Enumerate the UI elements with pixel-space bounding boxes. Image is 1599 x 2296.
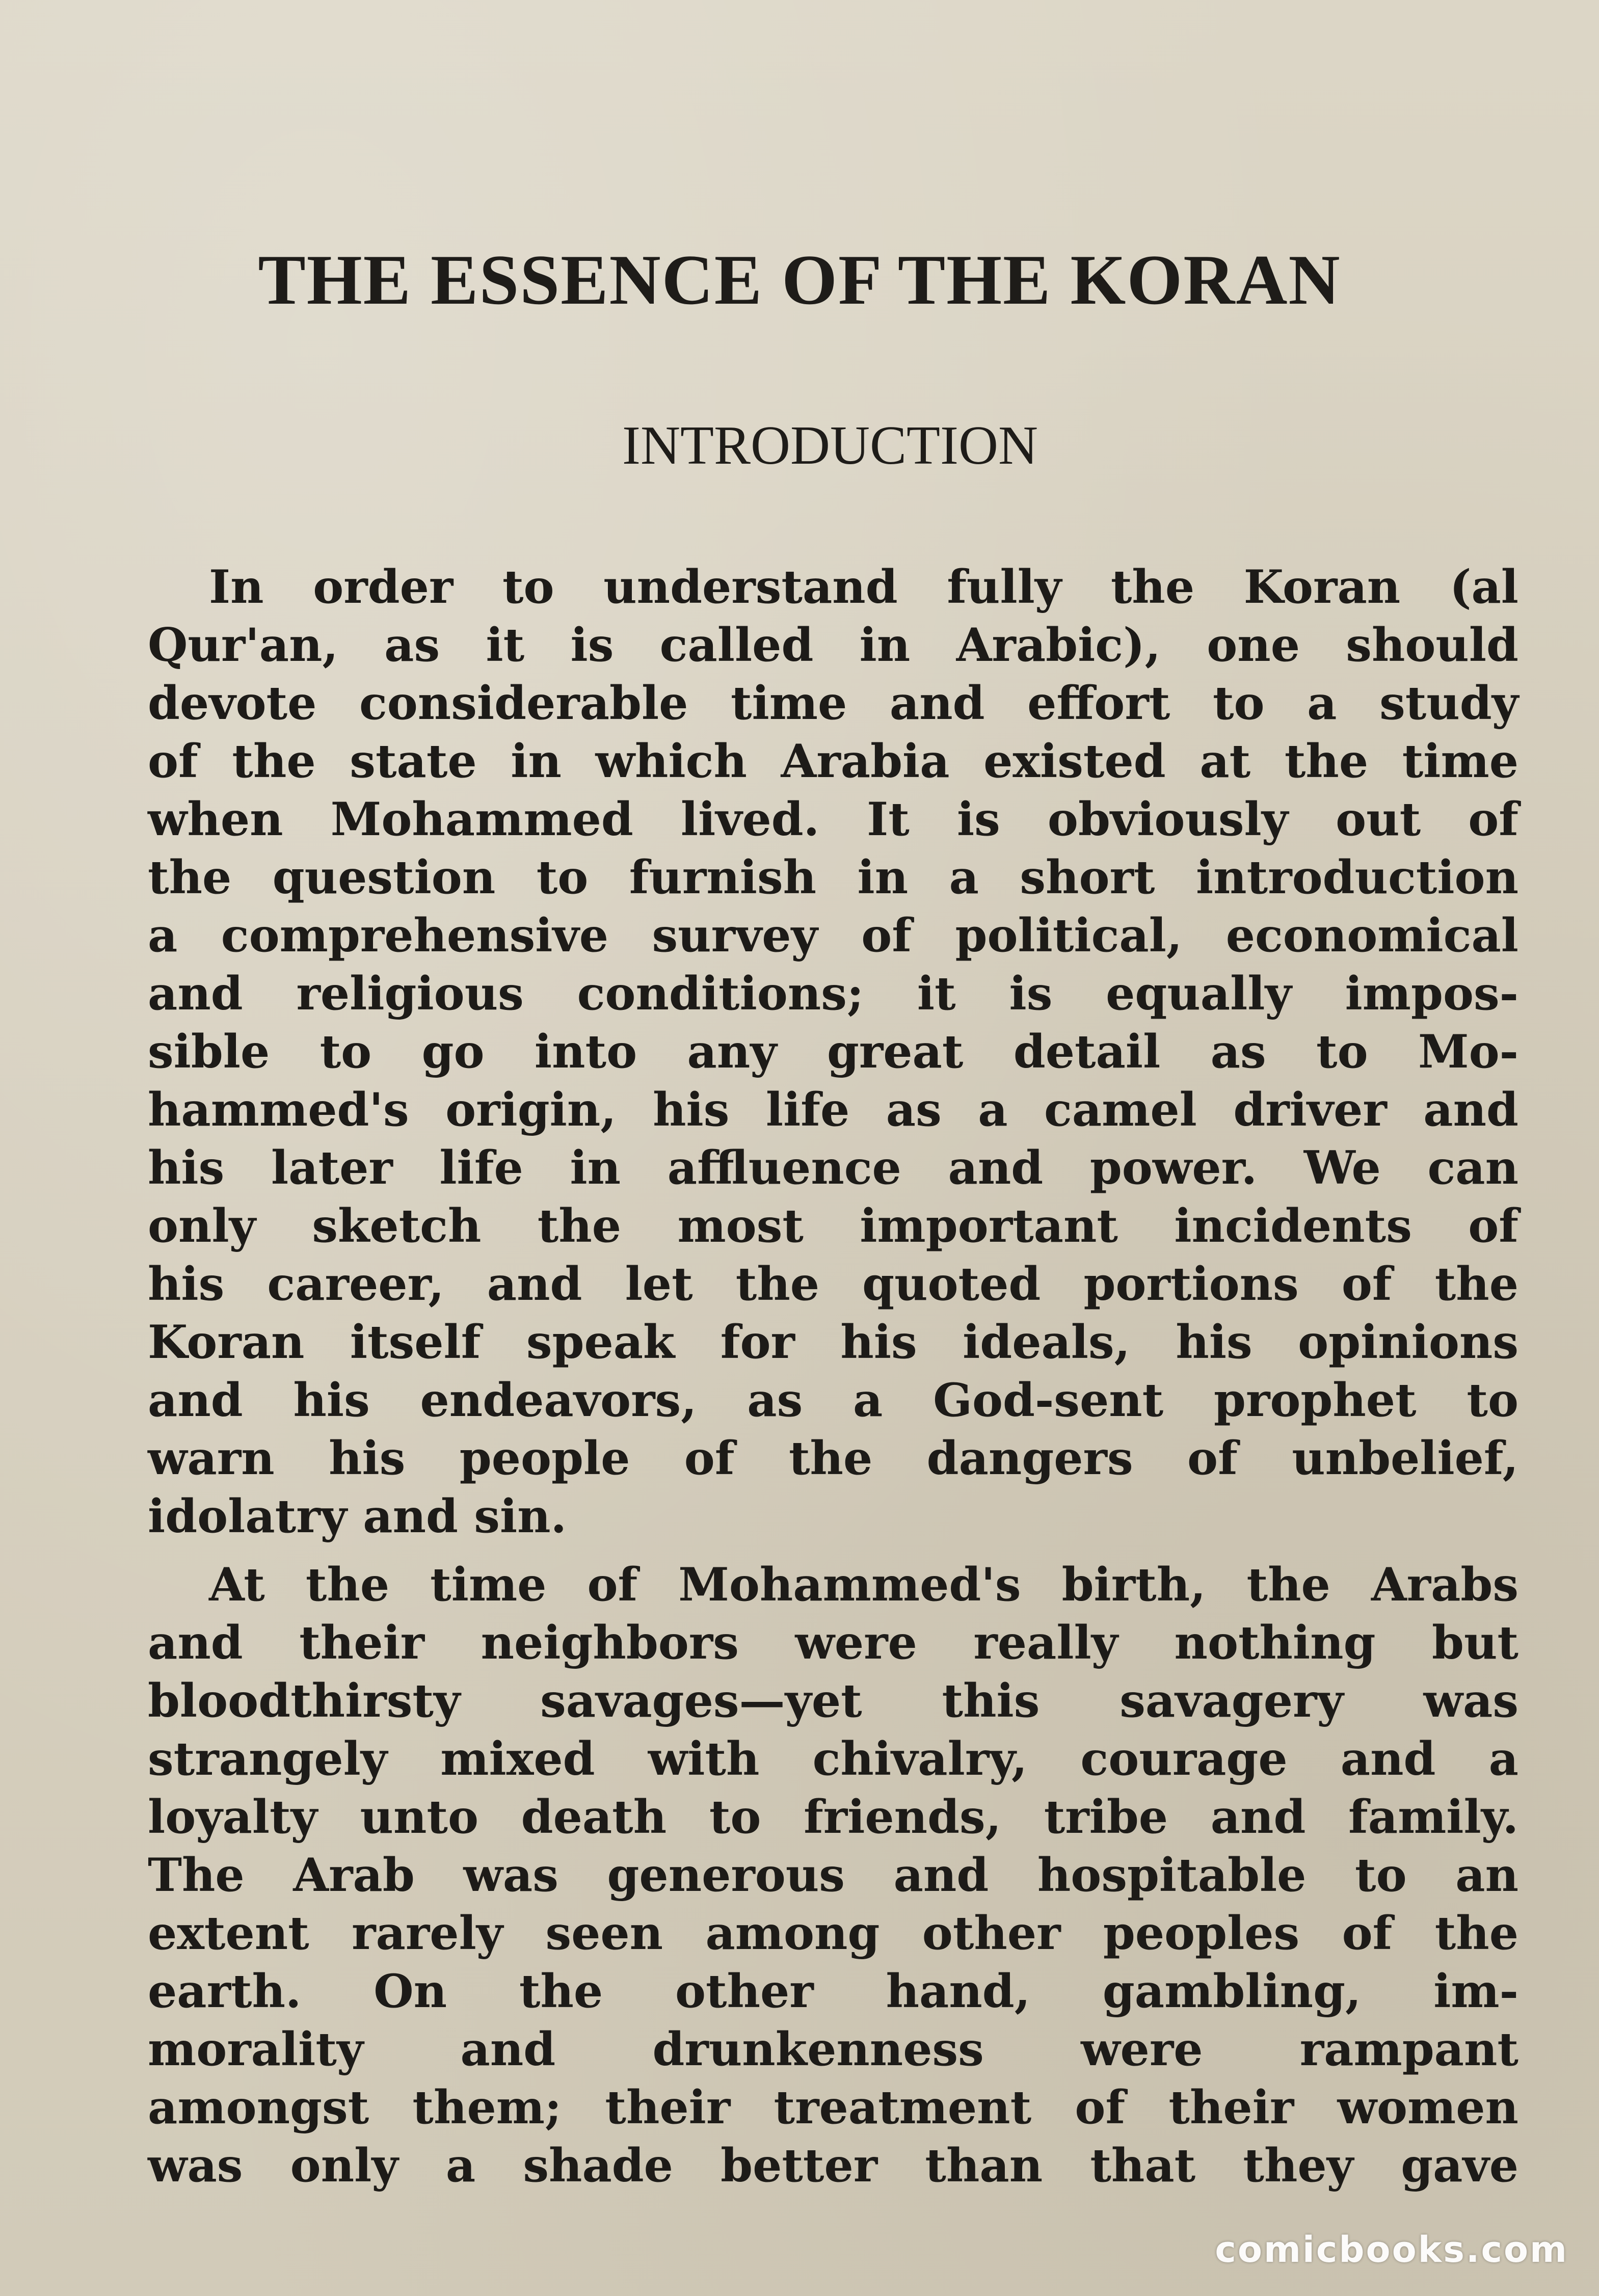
paragraph-gap	[148, 1545, 1518, 1556]
text-line: earth. On the other hand, gambling, im-	[148, 1964, 1518, 2018]
text-line: only sketch the most important incidents of	[148, 1199, 1518, 1253]
text-line: In order to understand fully the Koran (al	[209, 560, 1518, 614]
text-line: the question to furnish in a short introduction	[148, 850, 1518, 904]
text-line: devote considerable time and effort to a study	[148, 676, 1518, 730]
text-line: At the time of Mohammed's birth, the Arabs	[209, 1558, 1518, 1612]
text-line: his later life in affluence and power. We can	[148, 1141, 1518, 1195]
text-line: The Arab was generous and hospitable to an	[148, 1848, 1518, 1902]
text-line: when Mohammed lived. It is obviously out of	[148, 792, 1518, 846]
text-line: strangely mixed with chivalry, courage and a	[148, 1732, 1518, 1786]
text-line: and religious conditions; it is equally impos-	[148, 967, 1518, 1021]
text-line: idolatry and sin.	[148, 1489, 567, 1543]
section-heading: INTRODUCTION	[622, 415, 1038, 476]
watermark: comicbooks.com	[1215, 2229, 1568, 2271]
text-line: warn his people of the dangers of unbelief,	[148, 1431, 1518, 1485]
text-line: amongst them; their treatment of their women	[148, 2080, 1518, 2134]
text-line: and his endeavors, as a God-sent prophet to	[148, 1373, 1518, 1427]
text-line: was only a shade better than that they gave	[148, 2139, 1518, 2193]
text-line: of the state in which Arabia existed at the time	[148, 734, 1518, 788]
text-line: morality and drunkenness were rampant	[148, 2022, 1518, 2076]
text-line: and their neighbors were really nothing but	[148, 1616, 1518, 1670]
text-line: Qur'an, as it is called in Arabic), one should	[148, 618, 1518, 672]
body-text	[148, 558, 1518, 2195]
text-line: bloodthirsty savages—yet this savagery was	[148, 1674, 1518, 1728]
text-line: sible to go into any great detail as to Mo-	[148, 1025, 1518, 1079]
text-line: his career, and let the quoted portions of the	[148, 1257, 1518, 1311]
text-line: extent rarely seen among other peoples of the	[148, 1906, 1518, 1960]
text-line: a comprehensive survey of political, economical	[148, 909, 1518, 963]
text-line: hammed's origin, his life as a camel driver and	[148, 1083, 1518, 1137]
text-line: Koran itself speak for his ideals, his opinions	[148, 1315, 1518, 1369]
text-line: loyalty unto death to friends, tribe and family.	[148, 1790, 1518, 1844]
page-title: THE ESSENCE OF THE KORAN	[258, 241, 1341, 319]
